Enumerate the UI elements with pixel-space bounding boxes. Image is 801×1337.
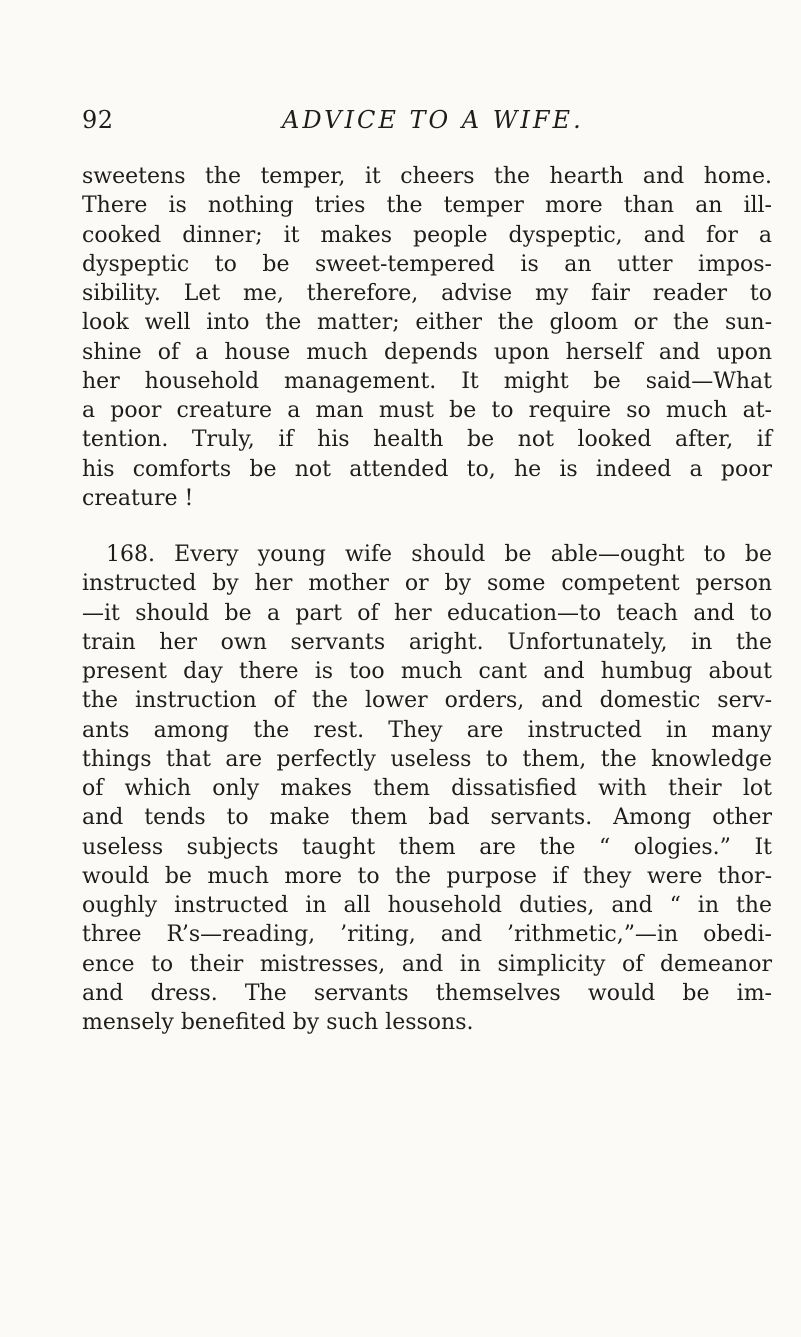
text-line: her household management. It might be said—What — [82, 368, 772, 394]
text-line: look well into the matter; either the gloom or the sun- — [82, 310, 772, 336]
text-line: sweetens the temper, it cheers the hearth and home. — [82, 164, 772, 189]
text-line: ants among the rest. They are instructed in many — [82, 717, 772, 743]
text-line: shine of a house much depends upon herself and upon — [82, 339, 772, 365]
page-header — [82, 106, 772, 140]
text-line: his comforts be not attended to, he is indeed a poor — [82, 456, 772, 482]
text-line: instructed by her mother or by some competent person — [82, 571, 772, 597]
text-line: —it should be a part of her education—to teach and to — [82, 600, 772, 626]
text-line: and dress. The servants themselves would be im- — [82, 980, 772, 1006]
text-line: tention. Truly, if his health be not looked after, if — [82, 427, 772, 453]
text-line: of which only makes them dissatisfied with their lot — [82, 776, 772, 801]
paragraph-continued — [82, 162, 772, 513]
text-line: useless subjects taught them are the “ ologies.” It — [82, 834, 772, 860]
text-line: cooked dinner; it makes people dyspeptic, and for a — [82, 222, 772, 248]
running-title: ADVICE TO A WIFE. — [282, 106, 584, 134]
text-line: 168. Every young wife should be able—ought to be — [106, 542, 772, 567]
text-line: train her own servants aright. Unfortunately, in the — [82, 629, 772, 655]
text-line: the instruction of the lower orders, and domestic serv- — [82, 688, 772, 714]
text-line: a poor creature a man must be to require so much at- — [82, 398, 772, 423]
paragraph-168 — [82, 540, 772, 1037]
text-line: ence to their mistresses, and in simplicity of demeanor — [82, 951, 772, 977]
text-line: and tends to make them bad servants. Among other — [82, 805, 772, 831]
text-line: present day there is too much cant and humbug about — [82, 659, 772, 684]
paragraph-spacer — [82, 513, 772, 540]
page-number: 92 — [82, 106, 114, 134]
body-text — [82, 162, 772, 1037]
text-line: mensely benefited by such lessons. — [82, 1010, 474, 1035]
text-line: three R’s—reading, ’riting, and ’rithmetic,”—in obedi- — [82, 922, 772, 948]
text-line: would be much more to the purpose if they were thor- — [82, 863, 772, 889]
text-line: creature ! — [82, 485, 194, 511]
text-line: sibility. Let me, therefore, advise my fair reader to — [82, 281, 772, 306]
text-line: things that are perfectly useless to them, the knowledge — [82, 746, 772, 772]
text-line: There is nothing tries the temper more than an ill- — [82, 193, 772, 219]
text-line: dyspeptic to be sweet-tempered is an utter impos- — [82, 251, 772, 277]
text-line: oughly instructed in all household duties, and “ in the — [82, 893, 772, 918]
